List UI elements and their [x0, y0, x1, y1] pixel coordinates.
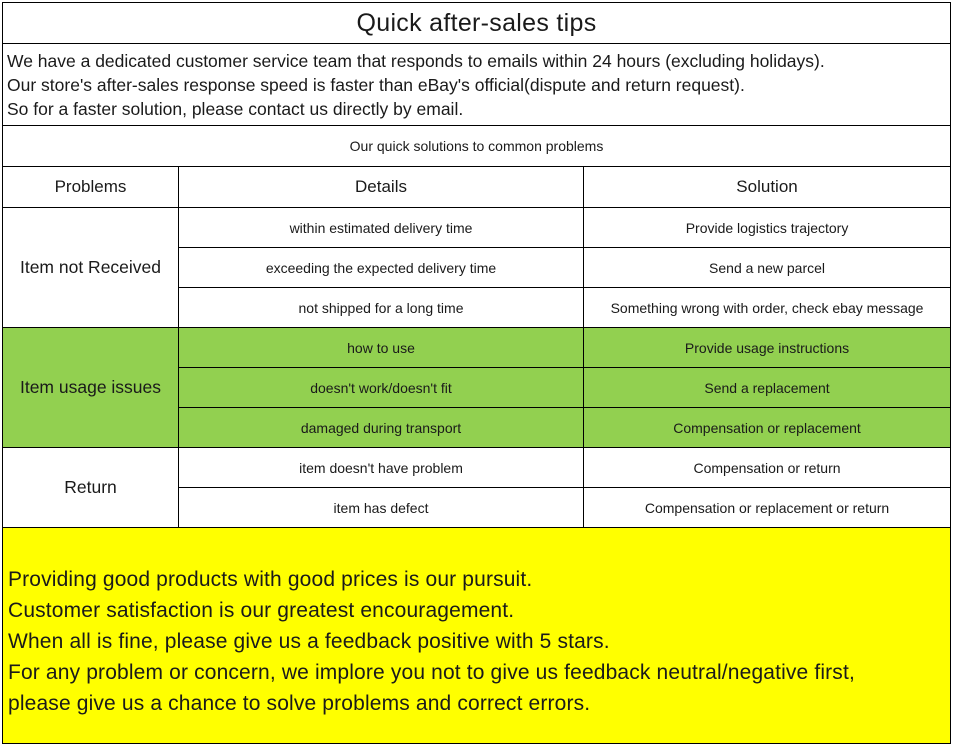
detail-cell: doesn't work/doesn't fit [179, 368, 584, 408]
column-header-details: Details [179, 167, 584, 208]
after-sales-table [2, 2, 951, 744]
detail-cell: item doesn't have problem [179, 448, 584, 488]
intro-text [3, 44, 951, 126]
footer-line: Customer satisfaction is our greatest encouragement. [8, 599, 515, 622]
table-row [3, 448, 951, 488]
column-header-solution: Solution [584, 167, 951, 208]
solution-cell: Provide logistics trajectory [584, 208, 951, 248]
intro-line: So for a faster solution, please contact us directly by email. [7, 98, 464, 119]
intro-line: Our store's after-sales response speed is faster than eBay's official(dispute and return request). [7, 74, 745, 95]
footer-line: For any problem or concern, we implore you not to give us feedback neutral/negative first, [8, 661, 855, 684]
solution-cell: Compensation or replacement [584, 408, 951, 448]
table-row [3, 208, 951, 248]
footer-line: When all is fine, please give us a feedback positive with 5 stars. [8, 630, 610, 653]
footer-line: Providing good products with good prices is our pursuit. [8, 568, 533, 591]
detail-cell: how to use [179, 328, 584, 368]
detail-cell: item has defect [179, 488, 584, 528]
column-header-problems: Problems [3, 167, 179, 208]
category-item-usage-issues: Item usage issues [3, 328, 179, 448]
solution-cell: Provide usage instructions [584, 328, 951, 368]
page-title: Quick after-sales tips [3, 3, 951, 44]
footer-line: please give us a chance to solve problems and correct errors. [8, 692, 591, 715]
detail-cell: exceeding the expected delivery time [179, 248, 584, 288]
category-item-not-received: Item not Received [3, 208, 179, 328]
category-return: Return [3, 448, 179, 528]
solution-cell: Compensation or return [584, 448, 951, 488]
solution-cell: Compensation or replacement or return [584, 488, 951, 528]
solution-cell: Something wrong with order, check ebay message [584, 288, 951, 328]
detail-cell: damaged during transport [179, 408, 584, 448]
intro-line: We have a dedicated customer service team that responds to emails within 24 hours (excluding holidays). [7, 50, 825, 71]
footer-message [3, 528, 951, 744]
section-heading: Our quick solutions to common problems [3, 126, 951, 167]
detail-cell: not shipped for a long time [179, 288, 584, 328]
detail-cell: within estimated delivery time [179, 208, 584, 248]
table-row [3, 328, 951, 368]
solution-cell: Send a new parcel [584, 248, 951, 288]
solution-cell: Send a replacement [584, 368, 951, 408]
